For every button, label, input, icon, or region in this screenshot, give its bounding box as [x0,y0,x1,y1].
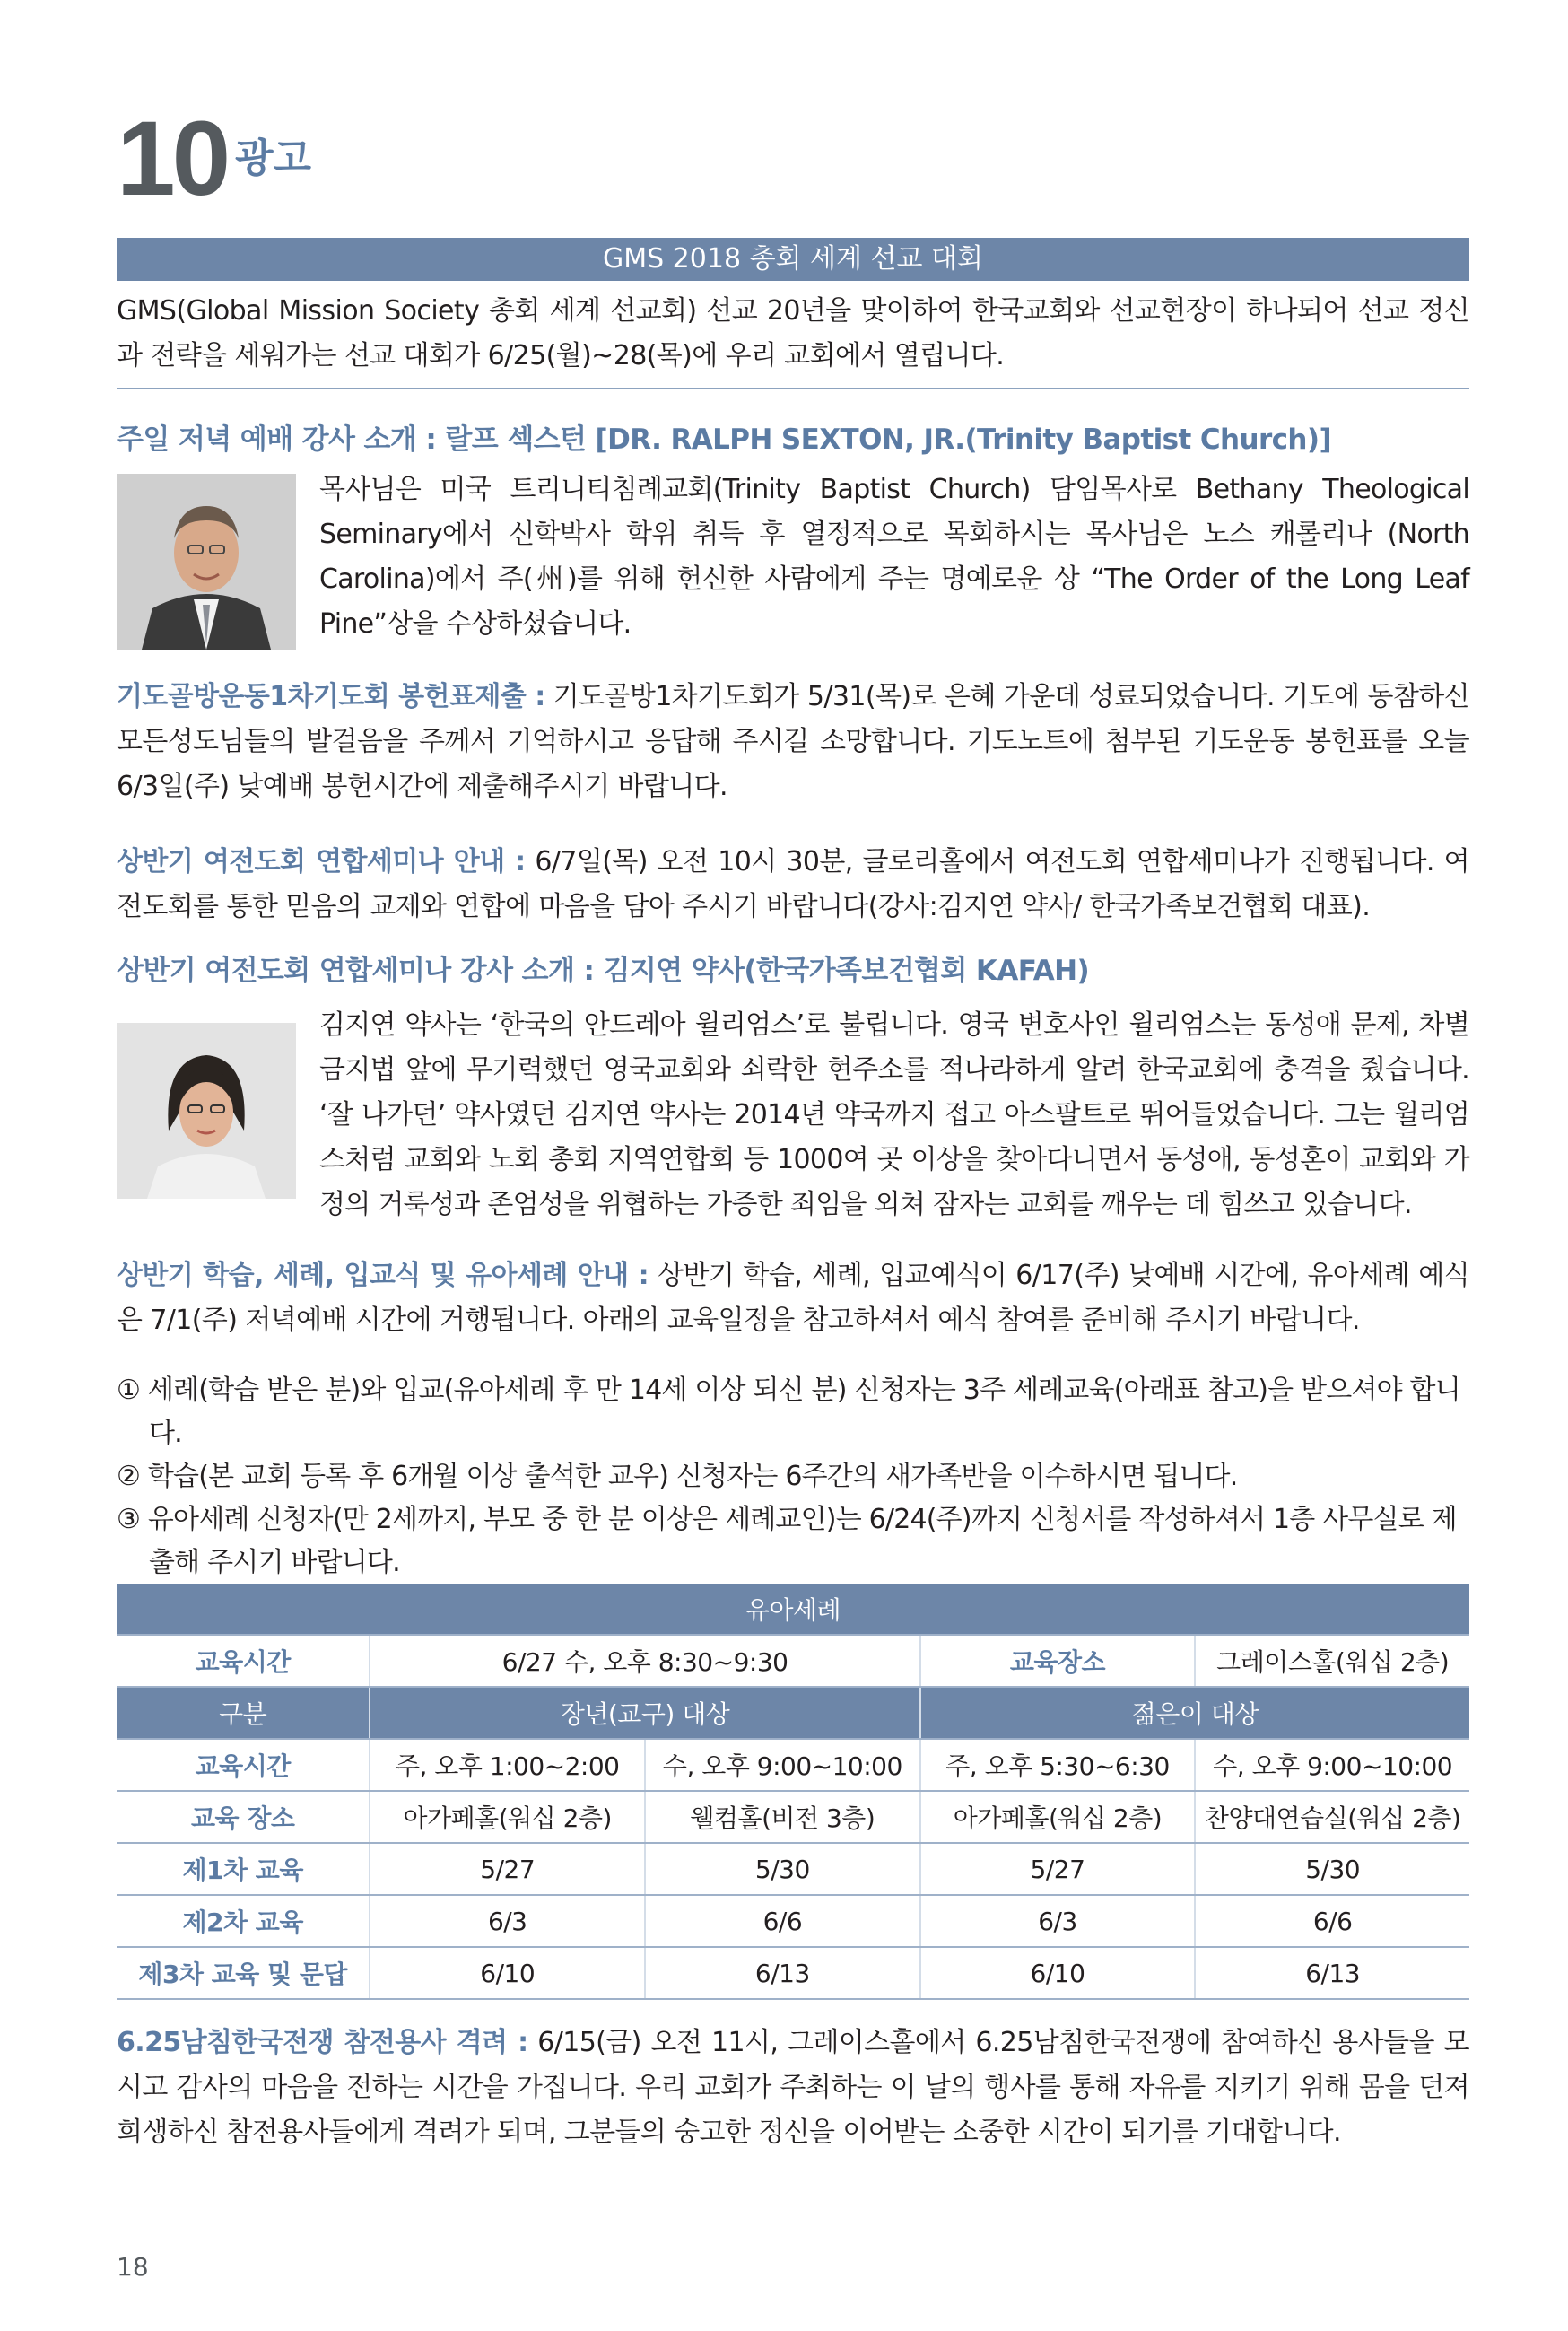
speaker2-bio: 김지연 약사는 ‘한국의 안드레아 윌리엄스’로 불립니다. 영국 변호사인 윌리엄스는 동성애 문제, 차별 금지법 앞에 무기력했던 영국교회와 쇠락한 현주소를 적나라하게 알려 한국교회에 충격을 줬습니다. ‘잘 나가던’ 약사였던 김지연 약사는 2014년 약국까지 접고 아스팔트로 뛰어들었습니다. 그는 윌리엄스처럼 교회와 노회 총회 지역연합회 등 1000여 곳 이상을 찾아다니면서 동성애, 동성혼이 교회와 가정의 거룩성과 존엄성을 위협하는 가증한 죄임을 외쳐 잠자는 교회를 깨우는 데 힘쓰고 있습니다. [319,1009,1469,1220]
speaker2-heading: 상반기 여전도회 연합세미나 강사 소개 : 김지연 약사(한국가족보건협회 KAFAH) [117,955,1090,987]
baptism-text: 상반기 학습, 세례, 입교예식이 6/17(주) 낮예배 시간에, 유아세례 예식은 7/1(주) 저녁예배 시간에 거행됩니다. 아래의 교육일정을 참고하셔서 예식 참여를 준비해 주시기 바랍니다. [117,1260,1469,1336]
row-label: 교육시간 [117,1635,370,1687]
table-cell: 5/30 [1195,1843,1469,1895]
row-label: 교육시간 [117,1739,370,1791]
kim-jiyeon-photo [117,1023,296,1199]
row-label: 제2차 교육 [117,1895,370,1947]
table-cell: 6/27 수, 오후 8:30~9:30 [370,1635,919,1687]
row-label: 제3차 교육 및 문답 [117,1947,370,1999]
table-cell: 6/3 [370,1895,645,1947]
table-cell: 아가페홀(워십 2층) [370,1791,645,1843]
row-label: 교육 장소 [117,1791,370,1843]
table-cell: 5/30 [645,1843,920,1895]
gms-intro: GMS(Global Mission Society 총회 세계 선교회) 선교 20년을 맞이하여 한국교회와 선교현장이 하나되어 선교 정신과 전략을 세워가는 선교 대회가 6/25(월)~28(목)에 우리 교회에서 열립니다. [117,295,1469,371]
speaker1-heading: 주일 저녁 예배 강사 소개 : 랄프 섹스턴 [DR. RALPH SEXTON, JR.(Trinity Baptist Church)] [117,423,1332,456]
table-cell: 6/10 [370,1947,645,1999]
table-cell: 웰컴홀(비전 3층) [645,1791,920,1843]
table-cell: 6/13 [645,1947,920,1999]
table-cell: 6/6 [645,1895,920,1947]
baptism-lead: 상반기 학습, 세례, 입교식 및 유아세례 안내 : [117,1260,649,1291]
group-header-adult: 장년(교구) 대상 [370,1687,919,1739]
table-row [117,1739,1469,1791]
table-row [117,1791,1469,1843]
prayer-text: 기도골방1차기도회가 5/31(목)로 은혜 가운데 성료되었습니다. 기도에 동참하신 모든성도님들의 발걸음을 주께서 기억하시고 응답해 주시길 소망합니다. 기도노트에 첨부된 기도운동 봉헌표를 오늘 6/3일(주) 낮예배 봉헌시간에 제출해주시기 바랍니다. [117,681,1469,802]
table-row [117,1947,1469,1999]
table-cell: 그레이스홀(워십 2층) [1195,1635,1469,1687]
table-cell: 주, 오후 1:00~2:00 [370,1739,645,1791]
veterans-lead: 6.25남침한국전쟁 참전용사 격려 : [117,2027,528,2058]
table-row [117,1895,1469,1947]
baptism-requirements [117,1369,1469,1585]
table-cell: 6/10 [920,1947,1196,1999]
table-cell: 5/27 [920,1843,1196,1895]
section-number: 10 [117,100,228,218]
page-number: 18 [117,2252,149,2282]
group-header: 구분 [117,1687,370,1739]
table-cell: 6/3 [920,1895,1196,1947]
table-cell: 주, 오후 5:30~6:30 [920,1739,1196,1791]
table-row [117,1843,1469,1895]
group-header-youth: 젊은이 대상 [920,1687,1469,1739]
prayer-lead: 기도골방운동1차기도회 봉헌표제출 : [117,681,545,712]
requirement-item: ③ 유아세례 신청자(만 2세까지, 부모 중 한 분 이상은 세례교인)는 6/24(주)까지 신청서를 작성하셔서 1층 사무실로 제출해 주시기 바랍니다. [117,1504,1457,1578]
education-schedule-table [117,1584,1469,2000]
seminar-lead: 상반기 여전도회 연합세미나 안내 : [117,846,526,877]
table-cell: 아가페홀(워십 2층) [920,1791,1196,1843]
seminar-notice [117,840,1469,930]
gms-banner: GMS 2018 총회 세계 선교 대회 [117,238,1469,281]
row-label: 교육장소 [920,1635,1196,1687]
seminar-text: 6/7일(목) 오전 10시 30분, 글로리홀에서 여전도회 연합세미나가 진행됩니다. 여전도회를 통한 믿음의 교제와 연합에 마음을 담아 주시기 바랍니다(강사:김지연 약사/ 한국가족보건협회 대표). [117,846,1469,922]
table-cell: 수, 오후 9:00~10:00 [1195,1739,1469,1791]
table-cell: 6/13 [1195,1947,1469,1999]
speaker1-bio: 목사님은 미국 트리니티침례교회(Trinity Baptist Church) 담임목사로 Bethany Theological Seminary에서 신학박사 학위 취득 후 열정적으로 목회하시는 목사님은 노스 캐롤리나 (North Carolina)에서 주(州)를 위해 헌신한 사람에게 주는 명예로운 상 “The Order of the Long Leaf Pine”상을 수상하셨습니다. [319,474,1469,640]
requirement-item: ② 학습(본 교회 등록 후 6개월 이상 출석한 교우) 신청자는 6주간의 새가족반을 이수하시면 됩니다. [117,1461,1238,1492]
prayer-notice [117,675,1469,809]
veterans-text: 6/15(금) 오전 11시, 그레이스홀에서 6.25남침한국전쟁에 참여하신 용사들을 모시고 감사의 마음을 전하는 시간을 가집니다. 우리 교회가 주최하는 이 날의 행사를 통해 자유를 지키기 위해 몸을 던져 희생하신 참전용사들에게 격려가 되며, 그분들의 숭고한 정신을 이어받는 소중한 시간이 되기를 기대합니다. [117,2027,1470,2148]
table-cell: 찬양대연습실(워십 2층) [1195,1791,1469,1843]
baptism-notice [117,1253,1469,1343]
row-label: 제1차 교육 [117,1843,370,1895]
infant-baptism-header: 유아세례 [117,1584,1469,1635]
veterans-notice [117,2021,1469,2155]
section-title: 광고 [235,135,312,181]
table-cell: 수, 오후 9:00~10:00 [645,1739,920,1791]
ralph-sexton-photo [117,474,296,650]
table-cell: 5/27 [370,1843,645,1895]
table-cell: 6/6 [1195,1895,1469,1947]
requirement-item: ① 세례(학습 받은 분)와 입교(유아세례 후 만 14세 이상 되신 분) 신청자는 3주 세례교육(아래표 참고)을 받으셔야 합니다. [117,1375,1460,1449]
divider [117,388,1469,389]
